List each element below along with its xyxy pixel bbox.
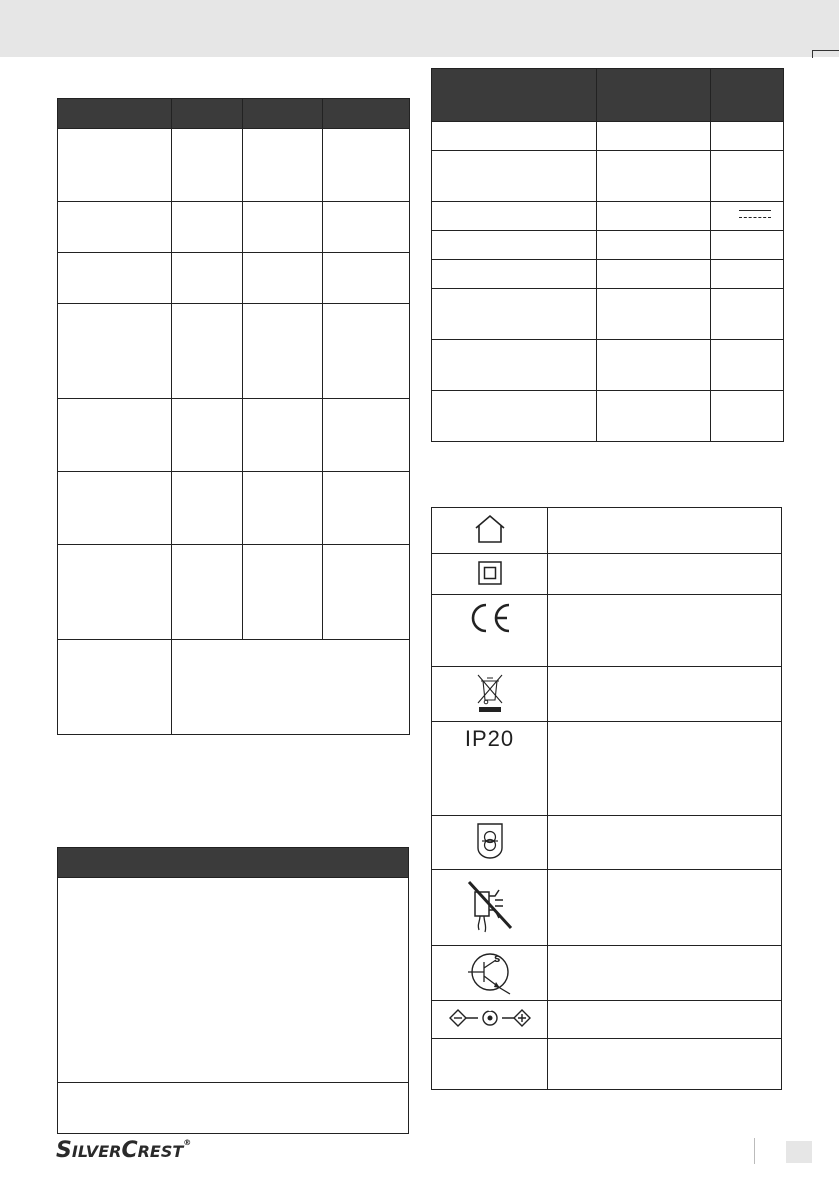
table-row (58, 399, 410, 472)
symbol-row (432, 1039, 782, 1090)
table-row (58, 129, 410, 202)
spec-table-right (431, 68, 784, 442)
symbol-row (432, 816, 782, 870)
info-box-table (57, 847, 409, 1134)
crop-mark-horizontal (812, 50, 839, 51)
table-row (432, 202, 784, 231)
table-row (432, 391, 784, 442)
empty-symbol-slot (432, 1039, 548, 1090)
silvercrest-logo: SILVERCREST® (56, 1138, 192, 1163)
trademark-symbol: ® (183, 1138, 192, 1147)
symbol-row (432, 667, 782, 722)
table-header-row (432, 69, 784, 122)
short-circuit-proof-transformer-icon (466, 948, 514, 996)
table-row (58, 253, 410, 304)
table-row (58, 202, 410, 253)
table-header-row (58, 99, 410, 129)
symbol-row (432, 946, 782, 1001)
table-row (58, 1083, 409, 1134)
dc-direct-current-icon (739, 210, 771, 218)
table-header-row (58, 848, 409, 878)
table-row (432, 151, 784, 202)
spec-table-left (57, 98, 410, 735)
safety-transformer-icon (474, 822, 506, 860)
symbol-row (432, 1001, 782, 1039)
ip20-icon: IP20 (464, 726, 515, 751)
table-row (432, 231, 784, 260)
crop-mark-vertical (812, 50, 813, 58)
page-header-band (0, 0, 839, 57)
symbol-row (432, 870, 782, 946)
table-row (58, 545, 410, 640)
protection-class-ii-icon (477, 560, 503, 586)
symbol-row (432, 554, 782, 595)
table-row (58, 472, 410, 545)
table-row (432, 340, 784, 391)
symbols-table (431, 507, 782, 1090)
symbol-row (432, 508, 782, 554)
ce-mark-icon (467, 601, 513, 635)
short-circuit-s-label: S (493, 954, 500, 965)
dc-polarity-icon (446, 1006, 534, 1030)
indoor-use-house-icon (473, 513, 507, 545)
symbol-row (432, 595, 782, 667)
table-row (58, 878, 409, 1083)
footer-separator (754, 1138, 755, 1164)
table-row (432, 260, 784, 289)
symbol-row (432, 722, 782, 816)
weee-crossed-bin-icon (475, 672, 505, 714)
page-number-box (786, 1141, 812, 1163)
table-row (432, 122, 784, 151)
table-row (58, 640, 410, 735)
table-row (432, 289, 784, 340)
no-damaged-adapter-icon (465, 878, 515, 934)
table-row (58, 304, 410, 399)
